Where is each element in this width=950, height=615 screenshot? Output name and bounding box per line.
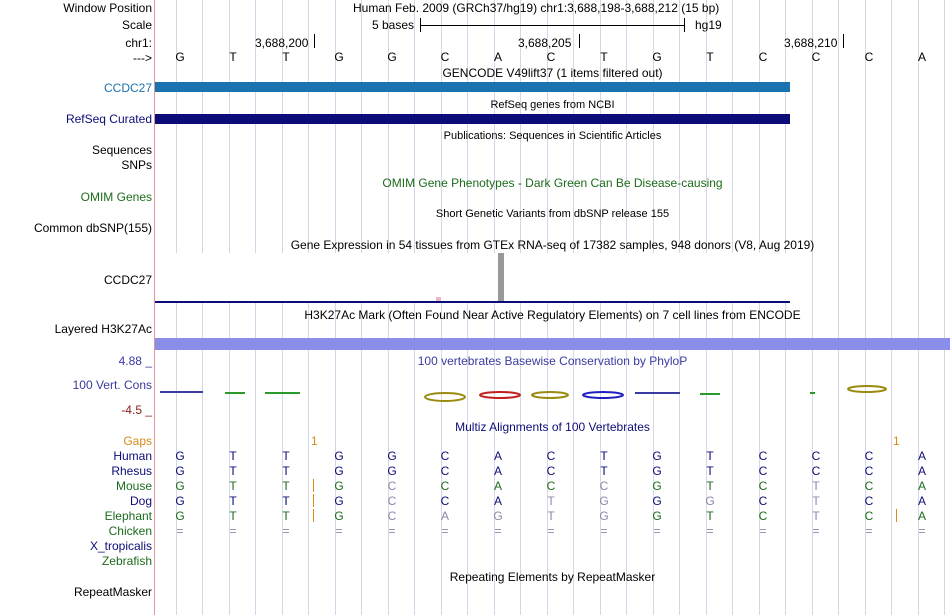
alignment-base: C — [811, 449, 821, 463]
alignment-base: C — [599, 479, 609, 493]
window-position-label: Window Position — [63, 1, 152, 15]
alignment-base: A — [493, 449, 502, 463]
alignment-base: = — [812, 524, 820, 538]
base-letter: C — [811, 50, 821, 64]
alignment-base: C — [864, 449, 874, 463]
multiz-gaps-label[interactable]: Gaps — [123, 434, 152, 448]
base-letter: C — [758, 50, 768, 64]
species-label-zebrafish[interactable]: Zebrafish — [101, 554, 152, 568]
coord-tick-1 — [314, 34, 315, 48]
refseq-gene-bar[interactable] — [155, 114, 790, 124]
base-letter: G — [334, 50, 344, 64]
scale-label: Scale — [121, 18, 152, 32]
alignment-base: = — [706, 524, 714, 538]
scale-assembly: hg19 — [695, 18, 722, 32]
alignment-base: T — [812, 494, 820, 508]
base-letter: C — [546, 50, 556, 64]
alignment-base: C — [758, 449, 768, 463]
base-letter: T — [600, 50, 608, 64]
alignment-base: G — [652, 494, 662, 508]
gtex-plot-area[interactable] — [155, 253, 790, 301]
insertion-marker — [313, 479, 314, 492]
alignment-base: T — [706, 479, 714, 493]
alignment-base: G — [175, 464, 185, 478]
alignment-base: C — [546, 449, 556, 463]
insertion-marker — [896, 509, 897, 522]
alignment-base: T — [706, 449, 714, 463]
alignment-base: T — [229, 464, 237, 478]
alignment-base: = — [229, 524, 237, 538]
alignment-base: G — [493, 509, 503, 523]
alignment-base: G — [334, 479, 344, 493]
gtex-track-label[interactable]: CCDC27 — [103, 273, 152, 287]
alignment-base: T — [812, 509, 820, 523]
alignment-base: C — [864, 479, 874, 493]
alignment-base: A — [917, 479, 926, 493]
coord-tick-3 — [843, 34, 844, 48]
strand-label: ---> — [133, 51, 152, 65]
phylop-min-label: -4.5 _ — [121, 403, 152, 417]
alignment-base: G — [599, 494, 609, 508]
alignment-base: T — [812, 479, 820, 493]
multiz-track-title[interactable]: Multiz Alignments of 100 Vertebrates — [455, 420, 650, 434]
alignment-base: G — [175, 449, 185, 463]
alignment-base: G — [175, 494, 185, 508]
base-letter: G — [387, 50, 397, 64]
insertion-marker — [313, 494, 314, 507]
alignment-base: A — [917, 449, 926, 463]
alignment-base: C — [758, 464, 768, 478]
alignment-base: C — [758, 479, 768, 493]
alignment-base: A — [917, 509, 926, 523]
alignment-base: T — [706, 509, 714, 523]
alignment-base: G — [334, 494, 344, 508]
alignment-base: T — [600, 449, 608, 463]
alignment-base: = — [865, 524, 873, 538]
alignment-base: G — [652, 509, 662, 523]
coord-label-1: 3,688,200 — [255, 36, 309, 50]
base-letter: C — [440, 50, 450, 64]
coord-tick-2 — [579, 34, 580, 48]
alignment-base: C — [440, 449, 450, 463]
alignment-base: G — [334, 464, 344, 478]
alignment-base: A — [917, 494, 926, 508]
species-label-x_tropicalis[interactable]: X_tropicalis — [89, 539, 152, 553]
species-label-rhesus[interactable]: Rhesus — [111, 464, 152, 478]
gencode-track-title[interactable]: GENCODE V49lift37 (1 items filtered out) — [442, 66, 663, 80]
alignment-base: G — [652, 479, 662, 493]
base-letter: A — [917, 50, 926, 64]
alignment-base: G — [175, 509, 185, 523]
alignment-base: T — [600, 464, 608, 478]
alignment-base: C — [811, 464, 821, 478]
base-letter: G — [175, 50, 185, 64]
gap-marker-1: 1 — [311, 434, 318, 448]
alignment-base: A — [917, 464, 926, 478]
gencode-gene-bar[interactable] — [155, 82, 790, 92]
phylop-track-label[interactable]: 100 Vert. Cons — [72, 378, 152, 392]
dbsnp-track-label[interactable]: Common dbSNP(155) — [33, 221, 152, 235]
alignment-base: C — [864, 464, 874, 478]
alignment-base: T — [282, 479, 290, 493]
alignment-base: C — [546, 464, 556, 478]
base-letter: T — [282, 50, 290, 64]
base-letter: C — [864, 50, 874, 64]
repeatmasker-track-title[interactable]: Repeating Elements by RepeatMasker — [449, 570, 656, 584]
alignment-base: T — [282, 449, 290, 463]
window-position-text: Human Feb. 2009 (GRCh37/hg19) chr1:3,688,198-3,688,212 (15 bp) — [353, 1, 720, 15]
phylop-wiggle — [155, 380, 950, 406]
gencode-track-label[interactable]: CCDC27 — [103, 81, 152, 95]
species-label-elephant[interactable]: Elephant — [104, 509, 152, 523]
base-letter: T — [229, 50, 237, 64]
omim-track-title[interactable]: OMIM Gene Phenotypes - Dark Green Can Be Disease-causing — [382, 176, 723, 190]
chrom-label: chr1: — [125, 36, 152, 50]
alignment-base: = — [653, 524, 661, 538]
alignment-base: A — [493, 464, 502, 478]
alignment-base: = — [441, 524, 449, 538]
alignment-base: T — [229, 449, 237, 463]
h3k27ac-track-label[interactable]: Layered H3K27Ac — [54, 322, 152, 336]
alignment-base: C — [864, 509, 874, 523]
omim-track-label[interactable]: OMIM Genes — [80, 190, 152, 204]
alignment-base: C — [758, 494, 768, 508]
alignment-base: G — [334, 509, 344, 523]
alignment-base: T — [282, 494, 290, 508]
gtex-baseline — [155, 301, 790, 303]
alignment-base: G — [387, 464, 397, 478]
base-letter: G — [652, 50, 662, 64]
publications-sequences-label[interactable]: Sequences — [91, 143, 152, 157]
alignment-base: = — [600, 524, 608, 538]
alignment-base: = — [494, 524, 502, 538]
base-letter: T — [706, 50, 714, 64]
gtex-expression-bar — [498, 253, 504, 301]
alignment-base: G — [599, 509, 609, 523]
alignment-base: T — [229, 509, 237, 523]
phylop-max-label: 4.88 _ — [118, 354, 152, 368]
alignment-base: T — [547, 494, 555, 508]
coord-label-2: 3,688,205 — [518, 36, 572, 50]
alignment-base: G — [705, 494, 715, 508]
gtex-track-title[interactable]: Gene Expression in 54 tissues from GTEx RNA-seq of 17382 samples, 948 donors (V8, Aug 2019) — [290, 238, 815, 252]
publications-snps-label[interactable]: SNPs — [121, 158, 152, 172]
alignment-base: C — [864, 494, 874, 508]
alignment-base: C — [387, 479, 397, 493]
insertion-marker — [313, 509, 314, 522]
alignment-base: T — [547, 509, 555, 523]
alignment-base: C — [440, 494, 450, 508]
alignment-base: C — [387, 494, 397, 508]
refseq-track-title[interactable]: RefSeq genes from NCBI — [490, 99, 615, 111]
alignment-base: = — [547, 524, 555, 538]
alignment-base: = — [176, 524, 184, 538]
h3k27ac-track-title[interactable]: H3K27Ac Mark (Often Found Near Active Regulatory Elements) on 7 cell lines from ENCODE — [304, 308, 801, 322]
repeatmasker-track-label[interactable]: RepeatMasker — [73, 585, 152, 599]
alignment-base: = — [388, 524, 396, 538]
alignment-base: C — [387, 509, 397, 523]
alignment-base: = — [759, 524, 767, 538]
gap-marker-2: 1 — [893, 434, 900, 448]
refseq-track-label[interactable]: RefSeq Curated — [65, 112, 152, 126]
alignment-base: T — [282, 464, 290, 478]
alignment-base: G — [334, 449, 344, 463]
alignment-base: = — [335, 524, 343, 538]
publications-track-title[interactable]: Publications: Sequences in Scientific Articles — [443, 130, 662, 142]
coord-label-3: 3,688,210 — [784, 36, 838, 50]
phylop-track-title[interactable]: 100 vertebrates Basewise Conservation by PhyloP — [417, 354, 688, 368]
alignment-base: C — [546, 479, 556, 493]
alignment-base: T — [229, 479, 237, 493]
alignment-base: T — [282, 509, 290, 523]
alignment-base: G — [652, 464, 662, 478]
h3k27ac-signal[interactable] — [155, 338, 950, 350]
alignment-base: G — [175, 479, 185, 493]
alignment-base: = — [282, 524, 290, 538]
species-label-dog[interactable]: Dog — [129, 494, 152, 508]
alignment-base: C — [440, 464, 450, 478]
alignment-base: = — [918, 524, 926, 538]
species-label-human[interactable]: Human — [113, 449, 152, 463]
alignment-base: T — [229, 494, 237, 508]
alignment-base: T — [706, 464, 714, 478]
dbsnp-track-title[interactable]: Short Genetic Variants from dbSNP release 155 — [435, 208, 670, 220]
alignment-base: A — [493, 494, 502, 508]
alignment-base: C — [758, 509, 768, 523]
alignment-base: G — [387, 449, 397, 463]
species-label-mouse[interactable]: Mouse — [115, 479, 152, 493]
alignment-base: A — [440, 509, 449, 523]
alignment-base: C — [440, 479, 450, 493]
alignment-base: A — [493, 479, 502, 493]
base-letter: A — [493, 50, 502, 64]
species-label-chicken[interactable]: Chicken — [108, 524, 152, 538]
scale-bases: 5 bases — [372, 18, 415, 32]
alignment-base: G — [652, 449, 662, 463]
